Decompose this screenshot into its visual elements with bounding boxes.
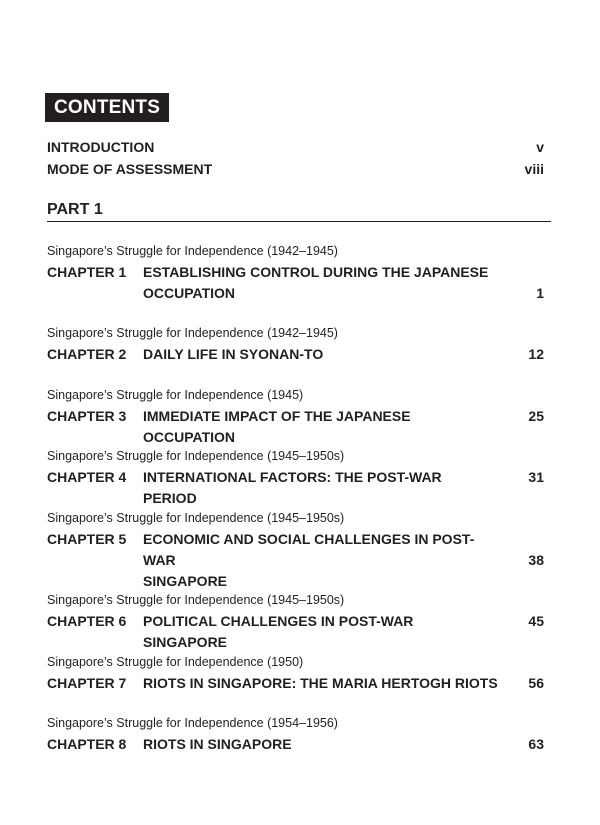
chapter-title-line: INTERNATIONAL FACTORS: THE POST-WAR PERIOD [143, 469, 442, 506]
toc-entry-mode-of-assessment[interactable] [47, 159, 544, 179]
chapter-title [143, 673, 498, 694]
chapter-number: CHAPTER 6 [47, 613, 127, 629]
chapter-group-label: Singapore’s Struggle for Independence (1942–1945) [47, 244, 338, 258]
toc-chapter-5[interactable] [47, 529, 544, 589]
chapter-title-line: RIOTS IN SINGAPORE: THE MARIA HERTOGH RIOTS [143, 675, 498, 691]
chapter-page: 38 [528, 552, 544, 568]
chapter-page: 63 [528, 736, 544, 752]
toc-entry-introduction[interactable] [47, 137, 544, 157]
contents-heading: CONTENTS [45, 93, 169, 122]
chapter-title-line: SINGAPORE [143, 573, 228, 589]
chapter-title [143, 467, 498, 509]
chapter-title [143, 406, 498, 448]
chapter-group-label: Singapore’s Struggle for Independence (1945) [47, 388, 304, 402]
chapter-group-label: Singapore’s Struggle for Independence (1945–1950s) [47, 449, 345, 463]
chapter-group-label: Singapore’s Struggle for Independence (1954–1956) [47, 716, 338, 730]
chapter-title [143, 611, 498, 653]
chapter-number: CHAPTER 5 [47, 531, 127, 547]
chapter-group-label: Singapore’s Struggle for Independence (1945–1950s) [47, 511, 345, 525]
chapter-title [143, 734, 498, 755]
toc-entry-page: v [536, 139, 544, 155]
chapter-title [143, 344, 498, 365]
part-heading [47, 199, 551, 222]
chapter-title-line: POLITICAL CHALLENGES IN POST-WAR SINGAPORE [143, 613, 414, 650]
toc-entry-label: INTRODUCTION [47, 139, 155, 155]
chapter-page: 31 [528, 469, 544, 485]
toc-chapter-8[interactable] [47, 734, 544, 755]
chapter-page: 25 [528, 408, 544, 424]
chapter-title-line: IMMEDIATE IMPACT OF THE JAPANESE OCCUPATION [143, 408, 411, 445]
part-title: PART 1 [47, 201, 103, 218]
toc-entry-page: viii [524, 161, 544, 177]
toc-chapter-1[interactable] [47, 262, 544, 304]
chapter-group-label: Singapore’s Struggle for Independence (1942–1945) [47, 326, 338, 340]
chapter-page: 45 [528, 613, 544, 629]
toc-chapter-4[interactable] [47, 467, 544, 506]
toc-entry-label: MODE OF ASSESSMENT [47, 161, 213, 177]
toc-chapter-7[interactable] [47, 673, 544, 694]
toc-chapter-2[interactable] [47, 344, 544, 365]
chapter-page: 56 [528, 675, 544, 691]
chapter-number: CHAPTER 7 [47, 675, 127, 691]
chapter-number: CHAPTER 3 [47, 408, 127, 424]
chapter-page: 12 [528, 346, 544, 362]
chapter-number: CHAPTER 1 [47, 264, 127, 280]
chapter-title [143, 529, 498, 592]
chapter-title [143, 262, 498, 304]
chapter-group-label: Singapore’s Struggle for Independence (1950) [47, 655, 304, 669]
chapter-group-label: Singapore’s Struggle for Independence (1945–1950s) [47, 593, 345, 607]
chapter-title-line: ECONOMIC AND SOCIAL CHALLENGES IN POST-WAR [143, 531, 475, 568]
chapter-title-line: RIOTS IN SINGAPORE [143, 736, 292, 752]
toc-chapter-6[interactable] [47, 611, 544, 650]
toc-chapter-3[interactable] [47, 406, 544, 445]
chapter-number: CHAPTER 2 [47, 346, 127, 362]
chapter-title-line: OCCUPATION [143, 285, 236, 301]
chapter-number: CHAPTER 8 [47, 736, 127, 752]
chapter-page: 1 [536, 285, 544, 301]
chapter-title-line: DAILY LIFE IN SYONAN-TO [143, 346, 324, 362]
chapter-title-line: ESTABLISHING CONTROL DURING THE JAPANESE [143, 264, 489, 280]
chapter-number: CHAPTER 4 [47, 469, 127, 485]
